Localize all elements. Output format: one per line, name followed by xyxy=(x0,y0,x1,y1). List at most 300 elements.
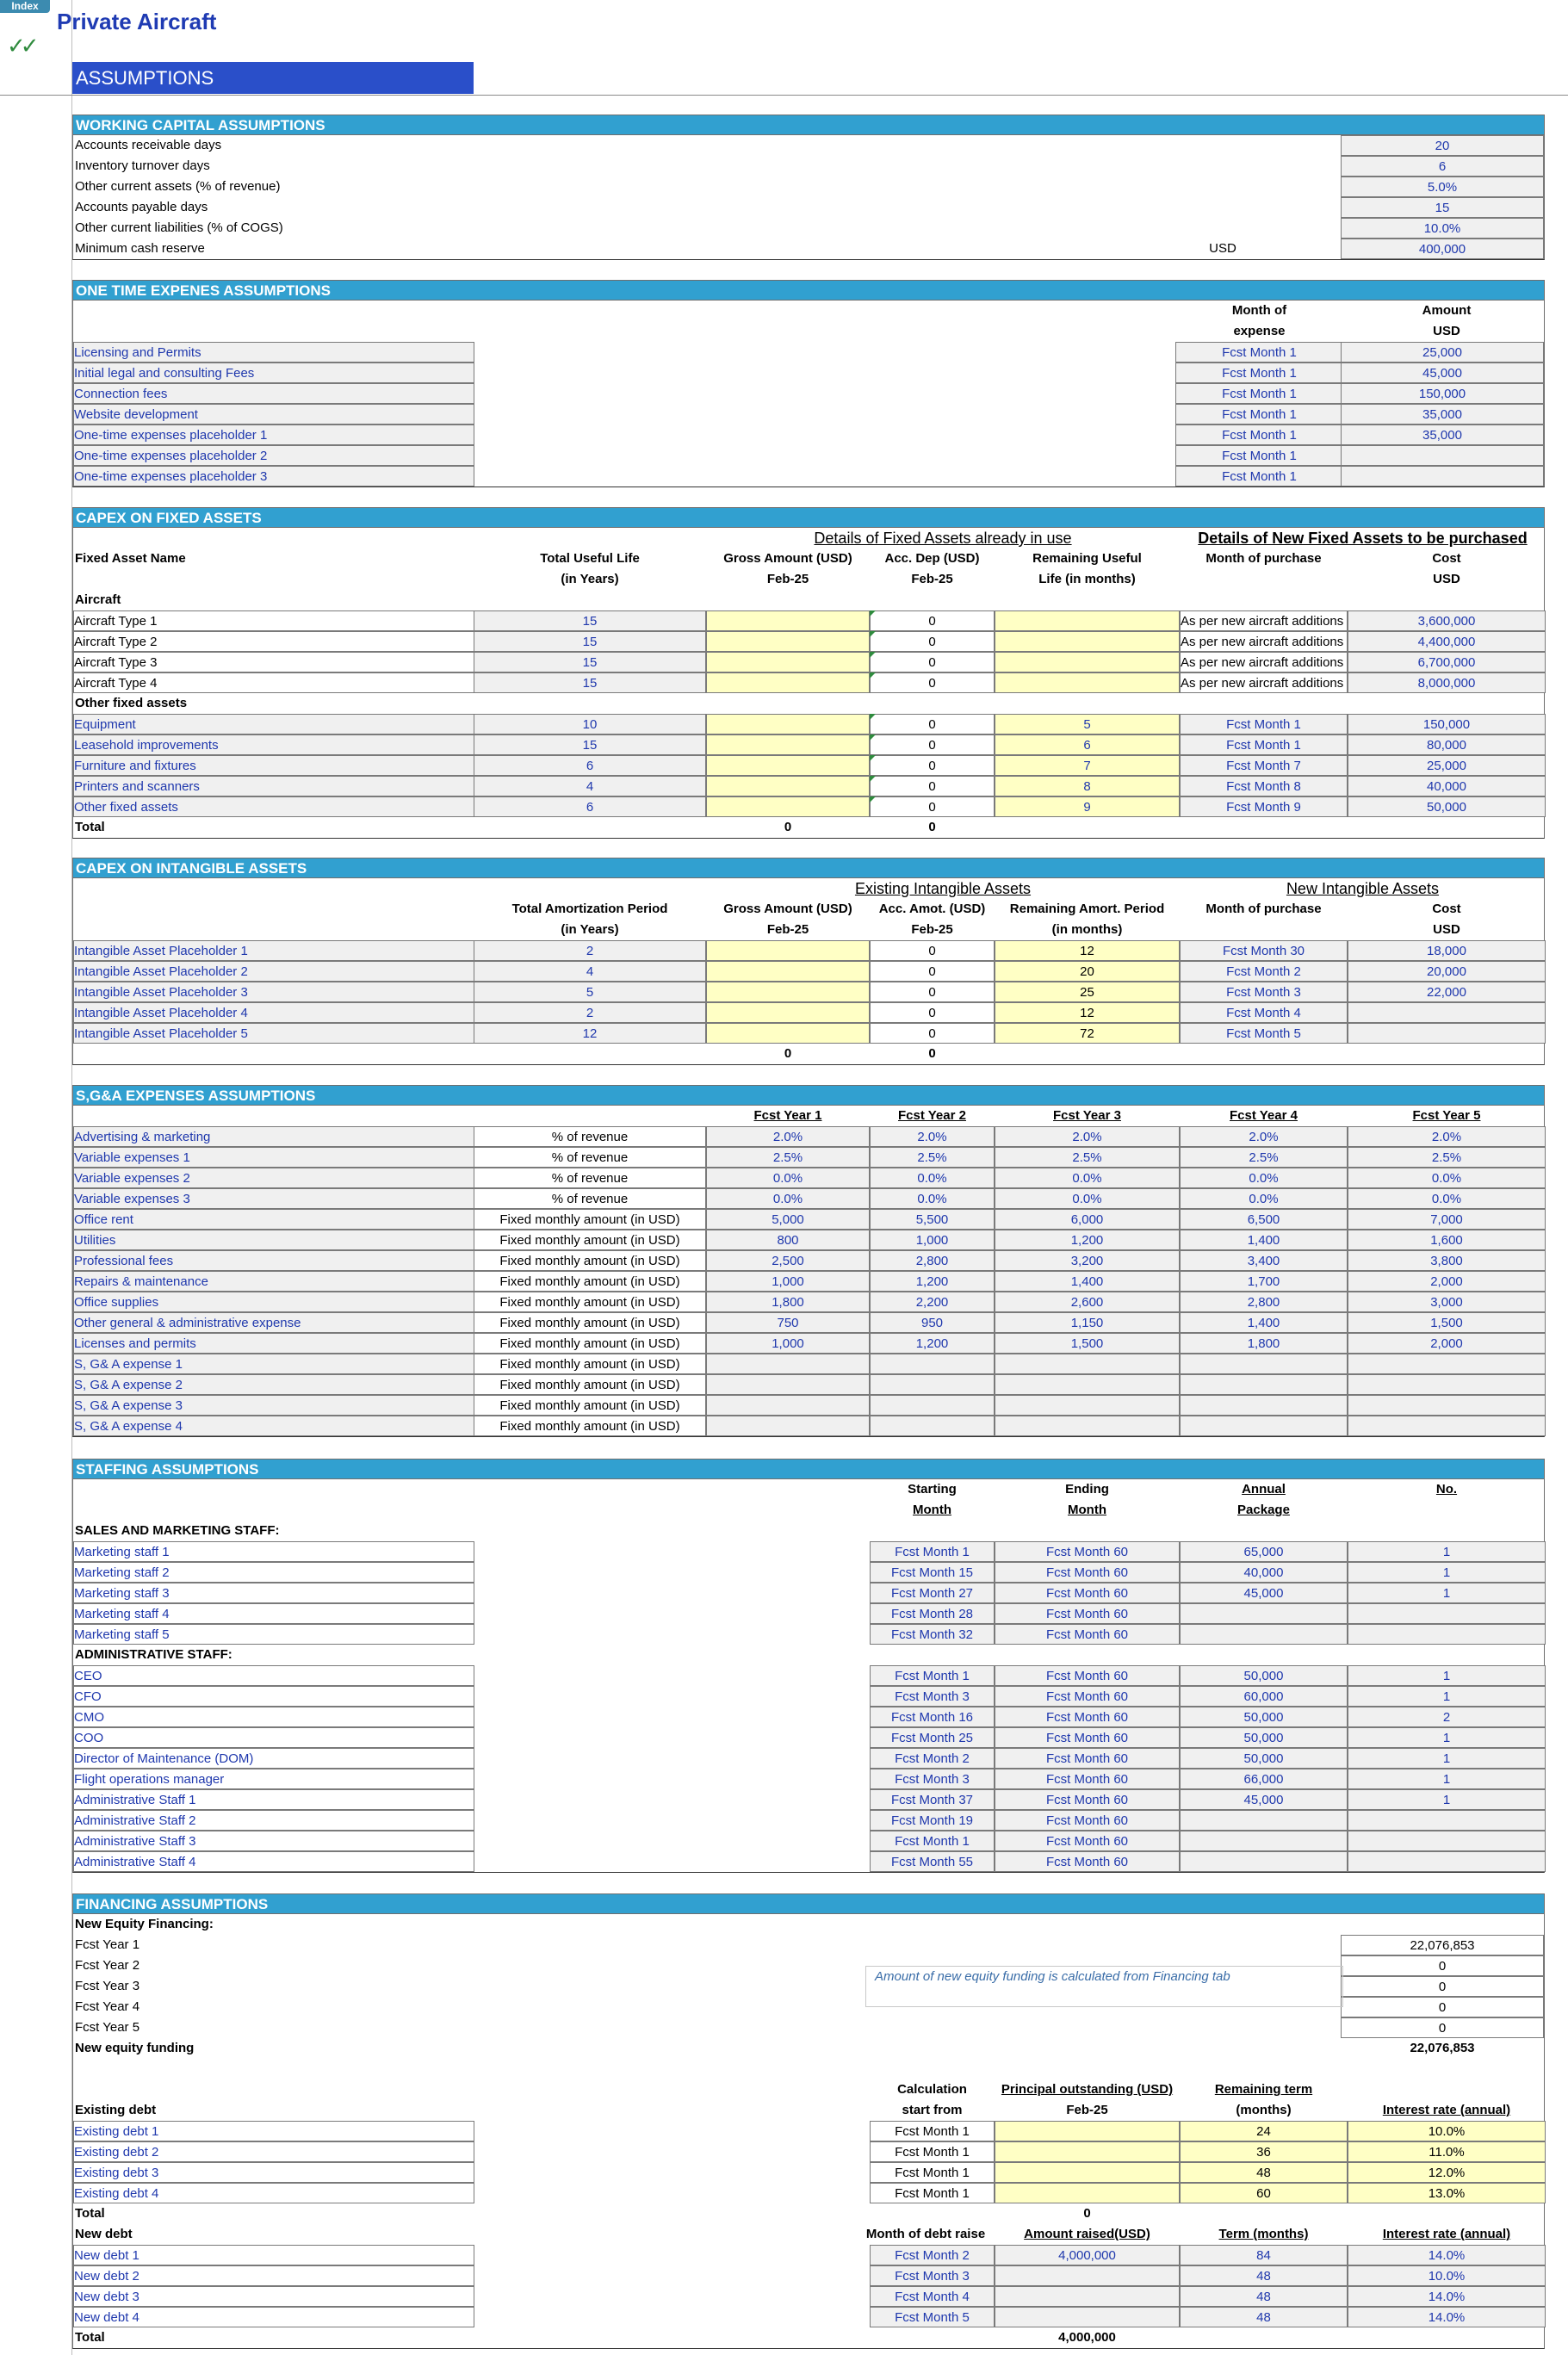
rate-input[interactable]: 14.0% xyxy=(1348,2307,1546,2327)
cost-input[interactable] xyxy=(1348,1002,1546,1023)
end-month-input[interactable]: Fcst Month 60 xyxy=(995,1707,1180,1727)
headcount-input[interactable] xyxy=(1348,1851,1546,1872)
term-input[interactable]: 84 xyxy=(1180,2245,1348,2265)
sga-value-input[interactable]: 1,500 xyxy=(995,1333,1180,1354)
amount-input[interactable] xyxy=(995,2286,1180,2307)
amount-input[interactable]: 4,000,000 xyxy=(995,2245,1180,2265)
col-amount-header: Amount raised(USD) xyxy=(1024,2227,1150,2241)
sga-value-input[interactable]: 3,200 xyxy=(995,1250,1180,1271)
life-input[interactable]: 6 xyxy=(474,755,706,776)
headcount-input[interactable]: 1 xyxy=(1348,1562,1546,1583)
rem-input[interactable]: 12 xyxy=(995,940,1180,961)
term-input[interactable]: 48 xyxy=(1180,2286,1348,2307)
sga-value-input[interactable] xyxy=(995,1395,1180,1416)
period-input[interactable]: 5 xyxy=(474,982,706,1002)
package-input[interactable]: 45,000 xyxy=(1180,1583,1348,1603)
term-input[interactable]: 48 xyxy=(1180,2162,1348,2183)
sga-value-input[interactable]: 1,800 xyxy=(706,1292,870,1312)
sga-value-input[interactable]: 1,200 xyxy=(870,1271,995,1292)
package-input[interactable]: 40,000 xyxy=(1180,1562,1348,1583)
package-input[interactable]: 50,000 xyxy=(1180,1727,1348,1748)
end-month-input[interactable]: Fcst Month 60 xyxy=(995,1686,1180,1707)
sga-value-input[interactable]: 0.0% xyxy=(1348,1188,1546,1209)
rate-input[interactable]: 10.0% xyxy=(1348,2121,1546,2141)
month-input[interactable]: Fcst Month 7 xyxy=(1180,755,1348,776)
input-marker-icon xyxy=(870,755,876,761)
category-label: ADMINISTRATIVE STAFF: xyxy=(75,1647,232,1662)
sga-value-input[interactable]: 2.5% xyxy=(870,1147,995,1168)
sga-value-input[interactable]: 6,500 xyxy=(1180,1209,1348,1230)
rate-input[interactable]: 14.0% xyxy=(1348,2245,1546,2265)
start-month-input[interactable]: Fcst Month 1 xyxy=(870,1831,995,1851)
month-input[interactable]: Fcst Month 4 xyxy=(1180,1002,1348,1023)
package-input[interactable]: 60,000 xyxy=(1180,1686,1348,1707)
check-icon: ✓✓ xyxy=(7,33,34,59)
start-month-input[interactable]: Fcst Month 1 xyxy=(870,1541,995,1562)
gross-input[interactable] xyxy=(706,755,870,776)
sga-value-input[interactable]: 0.0% xyxy=(1348,1168,1546,1188)
col-name-header: Fixed Asset Name xyxy=(75,551,186,566)
gross-input[interactable] xyxy=(706,610,870,631)
ote-amount-input[interactable]: 150,000 xyxy=(1341,383,1544,404)
staff-row xyxy=(73,1583,1544,1603)
rem-input[interactable] xyxy=(995,631,1180,652)
sga-value-input[interactable]: 3,800 xyxy=(1348,1250,1546,1271)
package-input[interactable]: 45,000 xyxy=(1180,1789,1348,1810)
term-input[interactable]: 60 xyxy=(1180,2183,1348,2203)
sga-value-input[interactable]: 2.0% xyxy=(1348,1126,1546,1147)
sga-value-input[interactable]: 1,000 xyxy=(870,1230,995,1250)
raise-month-input[interactable]: Fcst Month 4 xyxy=(870,2286,995,2307)
life-input[interactable]: 4 xyxy=(474,776,706,796)
sga-value-input[interactable] xyxy=(1348,1374,1546,1395)
ote-amount-input[interactable] xyxy=(1341,445,1544,466)
total-label: Total xyxy=(75,2206,105,2221)
sga-value-input[interactable]: 1,500 xyxy=(1348,1312,1546,1333)
ote-month-input[interactable]: Fcst Month 1 xyxy=(1175,425,1343,445)
col-life-header: (in Years) xyxy=(561,572,619,586)
sga-value-input[interactable] xyxy=(1348,1354,1546,1374)
package-input[interactable] xyxy=(1180,1603,1348,1624)
sga-label: Office rent xyxy=(73,1209,474,1230)
sga-label: S, G& A expense 2 xyxy=(73,1374,474,1395)
start-month-input[interactable]: Fcst Month 28 xyxy=(870,1603,995,1624)
rate-input[interactable]: 12.0% xyxy=(1348,2162,1546,2183)
fixed-asset-row xyxy=(73,796,1544,817)
rate-input[interactable]: 11.0% xyxy=(1348,2141,1546,2162)
package-input[interactable] xyxy=(1180,1810,1348,1831)
ote-amount-input[interactable]: 25,000 xyxy=(1341,342,1544,363)
year-header: Fcst Year 2 xyxy=(898,1108,966,1123)
ote-amount-input[interactable]: 35,000 xyxy=(1341,404,1544,425)
sga-value-input[interactable]: 2,200 xyxy=(870,1292,995,1312)
headcount-input[interactable] xyxy=(1348,1810,1546,1831)
col-dep-header: Acc. Dep (USD) xyxy=(884,551,980,566)
row-gutter xyxy=(0,0,72,2355)
period-input[interactable]: 2 xyxy=(474,1002,706,1023)
sga-value-input[interactable]: 1,400 xyxy=(1180,1312,1348,1333)
amount-input[interactable] xyxy=(995,2265,1180,2286)
end-month-input[interactable]: Fcst Month 60 xyxy=(995,1789,1180,1810)
end-month-input[interactable]: Fcst Month 60 xyxy=(995,1769,1180,1789)
period-input[interactable]: 4 xyxy=(474,961,706,982)
headcount-input[interactable]: 1 xyxy=(1348,1541,1546,1562)
ote-amount-input[interactable]: 35,000 xyxy=(1341,425,1544,445)
capex-group-row xyxy=(73,528,1544,548)
sga-value-input[interactable]: 5,500 xyxy=(870,1209,995,1230)
sga-value-input[interactable]: 2.5% xyxy=(1348,1147,1546,1168)
month-input[interactable]: Fcst Month 5 xyxy=(1180,1023,1348,1044)
month-input[interactable]: Fcst Month 8 xyxy=(1180,776,1348,796)
cost-input[interactable]: 150,000 xyxy=(1348,714,1546,734)
end-month-input[interactable]: Fcst Month 60 xyxy=(995,1831,1180,1851)
sga-value-input[interactable] xyxy=(870,1374,995,1395)
end-month-input[interactable]: Fcst Month 60 xyxy=(995,1851,1180,1872)
life-input[interactable]: 15 xyxy=(474,672,706,693)
rate-input[interactable]: 13.0% xyxy=(1348,2183,1546,2203)
sga-value-input[interactable]: 1,200 xyxy=(995,1230,1180,1250)
col-principal-header: Feb-25 xyxy=(1066,2103,1108,2117)
ote-month-input[interactable]: Fcst Month 1 xyxy=(1175,383,1343,404)
start-month-input[interactable]: Fcst Month 3 xyxy=(870,1686,995,1707)
sga-value-input[interactable]: 0.0% xyxy=(706,1168,870,1188)
cost-input[interactable] xyxy=(1348,1023,1546,1044)
wc-value-input[interactable]: 5.0% xyxy=(1341,177,1544,197)
sga-value-input[interactable]: 1,000 xyxy=(706,1271,870,1292)
ote-label: One-time expenses placeholder 1 xyxy=(73,425,474,445)
sga-value-input[interactable]: 1,400 xyxy=(995,1271,1180,1292)
start-month-input[interactable]: Fcst Month 27 xyxy=(870,1583,995,1603)
sga-value-input[interactable] xyxy=(706,1395,870,1416)
amount-input[interactable] xyxy=(995,2307,1180,2327)
staff-label: Marketing staff 5 xyxy=(73,1624,474,1645)
sga-value-input[interactable]: 3,400 xyxy=(1180,1250,1348,1271)
sga-value-input[interactable]: 1,700 xyxy=(1180,1271,1348,1292)
sga-value-input[interactable] xyxy=(870,1354,995,1374)
sga-value-input[interactable]: 1,200 xyxy=(870,1333,995,1354)
asset-label: Aircraft Type 3 xyxy=(73,652,474,672)
input-marker-icon xyxy=(870,631,876,637)
sga-value-input[interactable]: 0.0% xyxy=(870,1168,995,1188)
wc-value-input[interactable]: 400,000 xyxy=(1341,239,1544,259)
staff-row xyxy=(73,1789,1544,1810)
existing-debt-row xyxy=(73,2121,1544,2141)
rem-input[interactable] xyxy=(995,652,1180,672)
rem-input[interactable]: 12 xyxy=(995,1002,1180,1023)
sga-value-input[interactable] xyxy=(995,1374,1180,1395)
sga-value-input[interactable]: 2.5% xyxy=(1180,1147,1348,1168)
debt-label: Existing debt 1 xyxy=(73,2121,474,2141)
equity-year-label: Fcst Year 1 xyxy=(75,1937,140,1952)
term-input[interactable]: 48 xyxy=(1180,2307,1348,2327)
rem-input[interactable]: 6 xyxy=(995,734,1180,755)
asset-label: Leasehold improvements xyxy=(73,734,474,755)
sga-value-input[interactable]: 2.5% xyxy=(995,1147,1180,1168)
end-month-input[interactable]: Fcst Month 60 xyxy=(995,1810,1180,1831)
gross-input[interactable] xyxy=(706,672,870,693)
sga-value-input[interactable] xyxy=(1180,1374,1348,1395)
start-month-input[interactable]: Fcst Month 16 xyxy=(870,1707,995,1727)
sga-value-input[interactable]: 0.0% xyxy=(706,1188,870,1209)
month-input[interactable]: Fcst Month 1 xyxy=(1180,714,1348,734)
gross-input[interactable] xyxy=(706,714,870,734)
end-month-input[interactable]: Fcst Month 60 xyxy=(995,1583,1180,1603)
package-input[interactable]: 65,000 xyxy=(1180,1541,1348,1562)
ote-month-input[interactable]: Fcst Month 1 xyxy=(1175,445,1343,466)
index-button[interactable]: Index xyxy=(0,0,50,13)
gross-input[interactable] xyxy=(706,631,870,652)
package-input[interactable] xyxy=(1180,1851,1348,1872)
package-input[interactable] xyxy=(1180,1831,1348,1851)
end-month-input[interactable]: Fcst Month 60 xyxy=(995,1562,1180,1583)
sga-value-input[interactable]: 2,800 xyxy=(870,1250,995,1271)
sga-value-input[interactable] xyxy=(1348,1416,1546,1436)
sga-value-input[interactable]: 3,000 xyxy=(1348,1292,1546,1312)
principal-input[interactable] xyxy=(995,2183,1180,2203)
total-row xyxy=(73,817,1544,838)
gross-input[interactable] xyxy=(706,652,870,672)
gross-input[interactable] xyxy=(706,796,870,817)
ote-month-input[interactable]: Fcst Month 1 xyxy=(1175,342,1343,363)
gross-input[interactable] xyxy=(706,982,870,1002)
rem-input[interactable]: 7 xyxy=(995,755,1180,776)
end-month-input[interactable]: Fcst Month 60 xyxy=(995,1603,1180,1624)
gross-input[interactable] xyxy=(706,734,870,755)
sga-value-input[interactable]: 2.0% xyxy=(1180,1126,1348,1147)
sga-value-input[interactable]: 1,600 xyxy=(1348,1230,1546,1250)
package-input[interactable]: 50,000 xyxy=(1180,1707,1348,1727)
life-input[interactable]: 15 xyxy=(474,652,706,672)
sga-value-input[interactable]: 800 xyxy=(706,1230,870,1250)
end-month-input[interactable]: Fcst Month 60 xyxy=(995,1541,1180,1562)
cost-input[interactable]: 4,400,000 xyxy=(1348,631,1546,652)
sga-value-input[interactable]: 5,000 xyxy=(706,1209,870,1230)
sga-value-input[interactable] xyxy=(1180,1395,1348,1416)
cost-input[interactable]: 40,000 xyxy=(1348,776,1546,796)
working-capital-section xyxy=(72,115,1545,260)
term-input[interactable]: 36 xyxy=(1180,2141,1348,2162)
sga-value-input[interactable]: 2,000 xyxy=(1348,1333,1546,1354)
headcount-input[interactable]: 1 xyxy=(1348,1686,1546,1707)
col-month-header: Month of purchase xyxy=(1205,551,1322,566)
cost-input[interactable]: 20,000 xyxy=(1348,961,1546,982)
ote-amount-input[interactable] xyxy=(1341,466,1544,486)
month-note: As per new aircraft additions xyxy=(1180,631,1348,652)
rem-input[interactable]: 20 xyxy=(995,961,1180,982)
staff-label: Flight operations manager xyxy=(73,1769,474,1789)
month-input[interactable]: Fcst Month 1 xyxy=(1180,734,1348,755)
sga-value-input[interactable] xyxy=(1348,1395,1546,1416)
ote-month-input[interactable]: Fcst Month 1 xyxy=(1175,404,1343,425)
sga-value-input[interactable]: 2,600 xyxy=(995,1292,1180,1312)
wc-value-input[interactable]: 20 xyxy=(1341,135,1544,156)
intangible-label: Intangible Asset Placeholder 4 xyxy=(73,1002,474,1023)
wc-row xyxy=(73,239,1544,259)
cost-input[interactable]: 8,000,000 xyxy=(1348,672,1546,693)
headcount-input[interactable]: 1 xyxy=(1348,1789,1546,1810)
gross-input[interactable] xyxy=(706,940,870,961)
term-input[interactable]: 24 xyxy=(1180,2121,1348,2141)
principal-input[interactable] xyxy=(995,2121,1180,2141)
start-month-input[interactable]: Fcst Month 15 xyxy=(870,1562,995,1583)
month-note: As per new aircraft additions xyxy=(1180,652,1348,672)
col-month-header: Month of xyxy=(1231,303,1287,318)
package-input[interactable]: 66,000 xyxy=(1180,1769,1348,1789)
sga-value-input[interactable]: 2,500 xyxy=(706,1250,870,1271)
start-month-input[interactable]: Fcst Month 19 xyxy=(870,1810,995,1831)
gross-input[interactable] xyxy=(706,961,870,982)
gross-input[interactable] xyxy=(706,1023,870,1044)
headcount-input[interactable]: 1 xyxy=(1348,1769,1546,1789)
total-dep: 0 xyxy=(928,820,936,834)
sga-value-input[interactable] xyxy=(995,1354,1180,1374)
cost-input[interactable]: 3,600,000 xyxy=(1348,610,1546,631)
start-month-input[interactable]: Fcst Month 25 xyxy=(870,1727,995,1748)
sga-value-input[interactable]: 0.0% xyxy=(995,1168,1180,1188)
sga-value-input[interactable] xyxy=(706,1374,870,1395)
wc-value-input[interactable]: 15 xyxy=(1341,197,1544,218)
headcount-input[interactable] xyxy=(1348,1603,1546,1624)
life-input[interactable]: 15 xyxy=(474,631,706,652)
headcount-input[interactable]: 1 xyxy=(1348,1665,1546,1686)
sga-label: S, G& A expense 4 xyxy=(73,1416,474,1436)
sga-value-input[interactable]: 2,800 xyxy=(1180,1292,1348,1312)
rem-input[interactable]: 8 xyxy=(995,776,1180,796)
ote-month-input[interactable]: Fcst Month 1 xyxy=(1175,363,1343,383)
headcount-input[interactable]: 1 xyxy=(1348,1727,1546,1748)
sga-value-input[interactable]: 950 xyxy=(870,1312,995,1333)
headcount-input[interactable] xyxy=(1348,1624,1546,1645)
equity-title-row xyxy=(73,1914,1544,1935)
raise-month-input[interactable]: Fcst Month 5 xyxy=(870,2307,995,2327)
rate-input[interactable]: 14.0% xyxy=(1348,2286,1546,2307)
month-input[interactable]: Fcst Month 9 xyxy=(1180,796,1348,817)
rem-input[interactable] xyxy=(995,672,1180,693)
frozen-pane-divider xyxy=(0,95,1568,96)
col-cost-header: Cost xyxy=(1432,902,1461,916)
headcount-input[interactable]: 1 xyxy=(1348,1583,1546,1603)
end-month-input[interactable]: Fcst Month 60 xyxy=(995,1748,1180,1769)
capex-header-row xyxy=(73,569,1544,590)
month-input[interactable]: Fcst Month 2 xyxy=(1180,961,1348,982)
term-input[interactable]: 48 xyxy=(1180,2265,1348,2286)
sga-value-input[interactable]: 2.0% xyxy=(995,1126,1180,1147)
cost-input[interactable]: 80,000 xyxy=(1348,734,1546,755)
sga-value-input[interactable] xyxy=(870,1416,995,1436)
sga-value-input[interactable]: 0.0% xyxy=(1180,1168,1348,1188)
col-no-header: No. xyxy=(1435,1482,1458,1497)
cost-input[interactable]: 25,000 xyxy=(1348,755,1546,776)
sga-value-input[interactable] xyxy=(995,1416,1180,1436)
gross-input[interactable] xyxy=(706,1002,870,1023)
ote-header-row xyxy=(73,301,1544,321)
start-month-input[interactable]: Fcst Month 1 xyxy=(870,1665,995,1686)
sga-type: % of revenue xyxy=(474,1126,706,1147)
sga-value-input[interactable] xyxy=(706,1354,870,1374)
sga-value-input[interactable]: 6,000 xyxy=(995,1209,1180,1230)
raise-month-input[interactable]: Fcst Month 2 xyxy=(870,2245,995,2265)
sga-value-input[interactable]: 0.0% xyxy=(870,1188,995,1209)
principal-input[interactable] xyxy=(995,2141,1180,2162)
start-month-input[interactable]: Fcst Month 2 xyxy=(870,1748,995,1769)
life-input[interactable]: 15 xyxy=(474,610,706,631)
raise-month-input[interactable]: Fcst Month 3 xyxy=(870,2265,995,2286)
month-input[interactable]: Fcst Month 30 xyxy=(1180,940,1348,961)
end-month-input[interactable]: Fcst Month 60 xyxy=(995,1727,1180,1748)
principal-input[interactable] xyxy=(995,2162,1180,2183)
rem-input[interactable]: 5 xyxy=(995,714,1180,734)
sga-label: S, G& A expense 1 xyxy=(73,1354,474,1374)
month-input[interactable]: Fcst Month 3 xyxy=(1180,982,1348,1002)
gross-input[interactable] xyxy=(706,776,870,796)
debt-label: Existing debt 2 xyxy=(73,2141,474,2162)
start-month-input[interactable]: Fcst Month 32 xyxy=(870,1624,995,1645)
headcount-input[interactable]: 2 xyxy=(1348,1707,1546,1727)
cost-input[interactable]: 22,000 xyxy=(1348,982,1546,1002)
rate-input[interactable]: 10.0% xyxy=(1348,2265,1546,2286)
sga-value-input[interactable] xyxy=(870,1395,995,1416)
cost-input[interactable]: 50,000 xyxy=(1348,796,1546,817)
sga-value-input[interactable] xyxy=(1180,1416,1348,1436)
wc-value-input[interactable]: 10.0% xyxy=(1341,218,1544,239)
sga-value-input[interactable]: 1,400 xyxy=(1180,1230,1348,1250)
sga-value-input[interactable]: 2.0% xyxy=(706,1126,870,1147)
sga-value-input[interactable]: 2.0% xyxy=(870,1126,995,1147)
rem-input[interactable]: 25 xyxy=(995,982,1180,1002)
cost-input[interactable]: 18,000 xyxy=(1348,940,1546,961)
sga-value-input[interactable] xyxy=(706,1416,870,1436)
period-input[interactable]: 2 xyxy=(474,940,706,961)
sga-value-input[interactable]: 7,000 xyxy=(1348,1209,1546,1230)
rem-input[interactable]: 72 xyxy=(995,1023,1180,1044)
sga-value-input[interactable]: 0.0% xyxy=(1180,1188,1348,1209)
start-month-input[interactable]: Fcst Month 3 xyxy=(870,1769,995,1789)
end-month-input[interactable]: Fcst Month 60 xyxy=(995,1665,1180,1686)
period-input[interactable]: 12 xyxy=(474,1023,706,1044)
rem-input[interactable]: 9 xyxy=(995,796,1180,817)
sga-value-input[interactable]: 1,150 xyxy=(995,1312,1180,1333)
headcount-input[interactable]: 1 xyxy=(1348,1748,1546,1769)
rem-input[interactable] xyxy=(995,610,1180,631)
package-input[interactable]: 50,000 xyxy=(1180,1665,1348,1686)
package-input[interactable]: 50,000 xyxy=(1180,1748,1348,1769)
sga-value-input[interactable]: 750 xyxy=(706,1312,870,1333)
sga-value-input[interactable]: 2.5% xyxy=(706,1147,870,1168)
sga-value-input[interactable]: 0.0% xyxy=(995,1188,1180,1209)
ote-month-input[interactable]: Fcst Month 1 xyxy=(1175,466,1343,486)
sga-value-input[interactable]: 1,000 xyxy=(706,1333,870,1354)
sga-value-input[interactable]: 2,000 xyxy=(1348,1271,1546,1292)
package-input[interactable] xyxy=(1180,1624,1348,1645)
wc-value-input[interactable]: 6 xyxy=(1341,156,1544,177)
staff-label: Administrative Staff 4 xyxy=(73,1851,474,1872)
life-input[interactable]: 15 xyxy=(474,734,706,755)
cost-input[interactable]: 6,700,000 xyxy=(1348,652,1546,672)
life-input[interactable]: 6 xyxy=(474,796,706,817)
equity-total-value: 22,076,853 xyxy=(1410,2041,1475,2055)
new-debt-title: New debt xyxy=(75,2227,133,2241)
start-month-input[interactable]: Fcst Month 55 xyxy=(870,1851,995,1872)
end-month-input[interactable]: Fcst Month 60 xyxy=(995,1624,1180,1645)
assumptions-banner: ASSUMPTIONS xyxy=(72,62,474,94)
ote-amount-input[interactable]: 45,000 xyxy=(1341,363,1544,383)
headcount-input[interactable] xyxy=(1348,1831,1546,1851)
sga-value-input[interactable]: 1,800 xyxy=(1180,1333,1348,1354)
life-input[interactable]: 10 xyxy=(474,714,706,734)
equity-year-label: Fcst Year 5 xyxy=(75,2020,140,2035)
sga-value-input[interactable] xyxy=(1180,1354,1348,1374)
start-month-input[interactable]: Fcst Month 37 xyxy=(870,1789,995,1810)
